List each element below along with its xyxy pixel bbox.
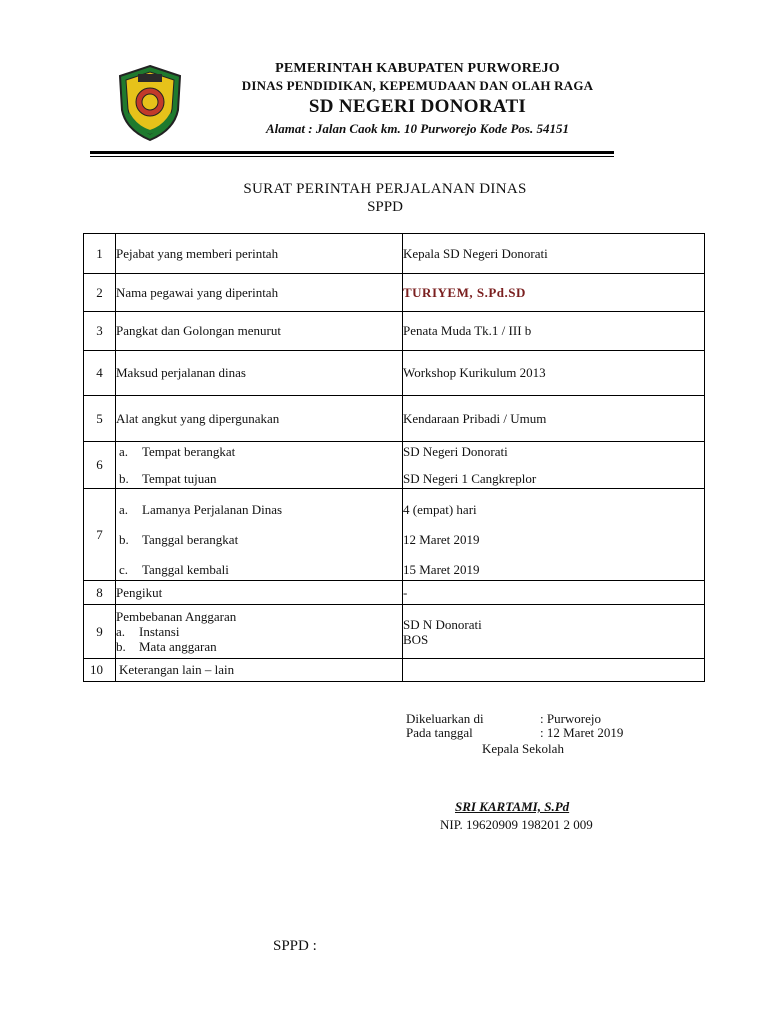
row-value	[403, 659, 705, 682]
row-number: 9	[84, 605, 116, 659]
row-value	[403, 274, 705, 312]
row-number: 10	[84, 659, 116, 682]
employee-name: TURIYEM, S.Pd.SD	[403, 284, 526, 300]
row-value	[403, 442, 705, 489]
sub-label: Mata anggaran	[139, 639, 217, 654]
header-department: DINAS PENDIDIKAN, KEPEMUDAAN DAN OLAH RAGA	[241, 78, 594, 93]
sub-value: SD Negeri Donorati	[403, 443, 508, 459]
table-row	[84, 489, 705, 581]
row-label: Nama pegawai yang diperintah	[116, 274, 403, 312]
row-number: 1	[84, 234, 116, 274]
sub-label: Tanggal berangkat	[142, 531, 239, 547]
row-label	[116, 605, 403, 659]
row-number: 8	[84, 581, 116, 605]
sub-value: 12 Maret 2019	[403, 531, 480, 547]
sub-letter: b.	[116, 639, 126, 654]
sub-value: 15 Maret 2019	[403, 561, 480, 577]
table-row	[84, 442, 705, 489]
row-value: Kendaraan Pribadi / Umum	[403, 396, 705, 442]
row-value: Workshop Kurikulum 2013	[403, 351, 705, 396]
sub-value: SD N Donorati	[403, 616, 482, 632]
table-row	[84, 396, 705, 442]
sub-value: BOS	[403, 631, 429, 647]
sub-label: Tempat tujuan	[142, 470, 217, 486]
budget-heading: Pembebanan Anggaran	[116, 609, 237, 624]
row-label: Pangkat dan Golongan menurut	[116, 312, 403, 351]
header-school-name: SD NEGERI DONORATI	[308, 96, 527, 117]
sppd-table	[83, 233, 705, 682]
row-number: 3	[84, 312, 116, 351]
row-label: Alat angkut yang dipergunakan	[116, 396, 403, 442]
row-value: -	[403, 581, 705, 605]
row-value	[403, 489, 705, 581]
issued-at-label: Dikeluarkan di	[406, 711, 484, 726]
sub-letter: c.	[119, 561, 129, 577]
row-label: Maksud perjalanan dinas	[116, 351, 403, 396]
row-label	[116, 489, 403, 581]
row-label: Keterangan lain – lain	[116, 659, 403, 682]
signer-role: Kepala Sekolah	[482, 741, 564, 756]
row-label: Pengikut	[116, 581, 403, 605]
table-row	[84, 234, 705, 274]
row-number: 2	[84, 274, 116, 312]
table-row	[84, 581, 705, 605]
sub-letter: b.	[119, 531, 129, 547]
sub-letter: a.	[119, 501, 129, 517]
sub-label: Lamanya Perjalanan Dinas	[142, 501, 283, 517]
issued-date-value: : 12 Maret 2019	[540, 725, 624, 740]
sub-label: Instansi	[139, 624, 180, 639]
document-title: SURAT PERINTAH PERJALANAN DINAS	[243, 181, 527, 197]
sub-letter: b.	[119, 470, 129, 486]
table-row	[84, 605, 705, 659]
sub-value: 4 (empat) hari	[403, 501, 477, 517]
header-government: PEMERINTAH KABUPATEN PURWOREJO	[275, 61, 560, 76]
issued-date-label: Pada tanggal	[406, 725, 473, 740]
row-label: Pejabat yang memberi perintah	[116, 234, 403, 274]
document-subtitle: SPPD	[367, 199, 403, 215]
table-row	[84, 351, 705, 396]
sub-letter: a.	[119, 443, 129, 459]
header-address: Alamat : Jalan Caok km. 10 Purworejo Kode Pos. 54151	[266, 121, 569, 136]
sub-label: Tempat berangkat	[142, 443, 236, 459]
signer-nip: NIP. 19620909 198201 2 009	[440, 817, 593, 832]
sub-value: SD Negeri 1 Cangkreplor	[403, 470, 537, 486]
header-rule-thin	[90, 156, 614, 157]
row-number: 5	[84, 396, 116, 442]
header-rule-thick	[90, 151, 614, 154]
row-value: Kepala SD Negeri Donorati	[403, 234, 705, 274]
row-value: Penata Muda Tk.1 / III b	[403, 312, 705, 351]
row-number: 7	[84, 489, 116, 581]
regency-emblem-logo	[114, 64, 186, 142]
sub-label: Tanggal kembali	[142, 561, 229, 577]
table-row	[84, 274, 705, 312]
sppd-footer-label: SPPD :	[273, 938, 317, 954]
table-row	[84, 312, 705, 351]
sub-letter: a.	[116, 624, 126, 639]
row-number: 4	[84, 351, 116, 396]
issued-at-value: : Purworejo	[540, 711, 602, 726]
signer-name: SRI KARTAMI, S.Pd	[455, 799, 570, 814]
table-row	[84, 659, 705, 682]
row-value	[403, 605, 705, 659]
row-label	[116, 442, 403, 489]
row-number: 6	[84, 442, 116, 489]
